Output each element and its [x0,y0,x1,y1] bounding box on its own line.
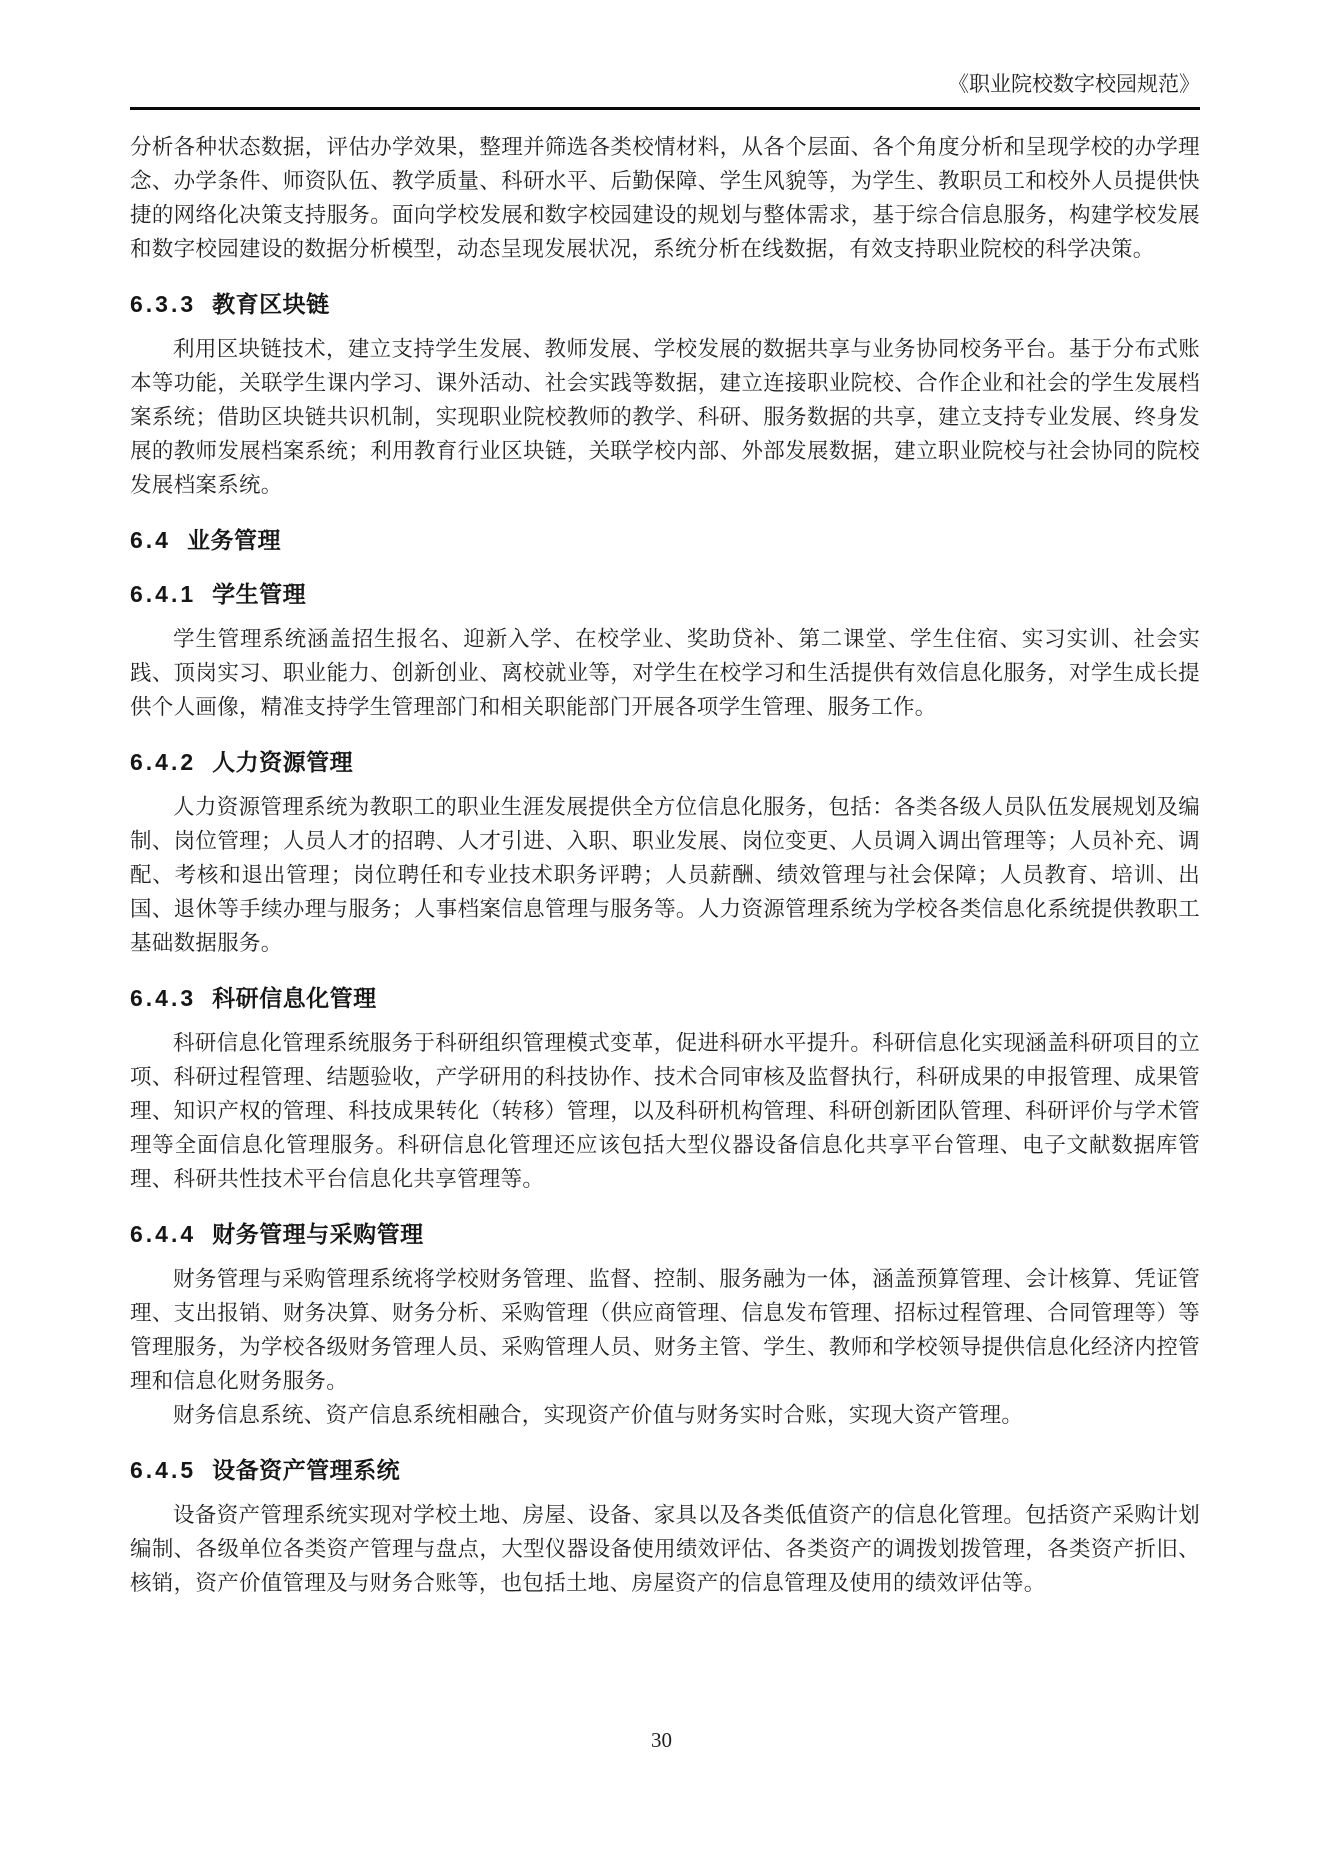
header-title: 《职业院校数字校园规范》 [948,72,1200,96]
paragraph: 人力资源管理系统为教职工的职业生涯发展提供全方位信息化服务，包括：各类各级人员队伍发展规划及编制、岗位管理；人员人才的招聘、人才引进、入职、职业发展、岗位变更、人员调入调出管理等；人员补充、调配、考核和退出管理；岗位聘任和专业技术职务评聘；人员薪酬、绩效管理与社会保障；人员教育、培训、出国、退休等手续办理与服务；人事档案信息管理与服务等。人力资源管理系统为学校各类信息化系统提供教职工基础数据服务。 [130,795,1200,955]
section-heading-6-4 [130,524,1200,556]
section-number: 6.4.1 [130,581,197,607]
section-title: 学生管理 [212,581,307,607]
paragraph: 学生管理系统涵盖招生报名、迎新入学、在校学业、奖助贷补、第二课堂、学生住宿、实习实训、社会实践、顶岗实习、职业能力、创新创业、离校就业等，对学生在校学习和生活提供有效信息化服务，对学生成长提供个人画像，精准支持学生管理部门和相关职能部门开展各项学生管理、服务工作。 [130,627,1200,719]
section-title: 设备资产管理系统 [212,1457,401,1483]
section-title: 科研信息化管理 [212,985,377,1011]
section-title: 财务管理与采购管理 [212,1221,424,1247]
paragraph: 财务管理与采购管理系统将学校财务管理、监督、控制、服务融为一体，涵盖预算管理、会计核算、凭证管理、支出报销、财务决算、财务分析、采购管理（供应商管理、信息发布管理、招标过程管理、合同管理等）等管理服务，为学校各级财务管理人员、采购管理人员、财务主管、学生、教师和学校领导提供信息化经济内控管理和信息化财务服务。 [130,1267,1200,1393]
page-footer [0,1728,1323,1753]
section-number: 6.4.5 [130,1457,197,1483]
section-heading-6-4-3 [130,982,1200,1014]
section-heading-6-3-3 [130,288,1200,320]
section-heading-6-4-4 [130,1218,1200,1250]
section-number: 6.4.2 [130,749,197,775]
paragraph-continuation: 分析各种状态数据，评估办学效果，整理并筛选各类校情材料，从各个层面、各个角度分析和呈现学校的办学理念、办学条件、师资队伍、教学质量、科研水平、后勤保障、学生风貌等，为学生、教职员工和校外人员提供快捷的网络化决策支持服务。面向学校发展和数字校园建设的规划与整体需求，基于综合信息服务，构建学校发展和数字校园建设的数据分析模型，动态呈现发展状况，系统分析在线数据，有效支持职业院校的科学决策。 [130,135,1200,261]
paragraph: 利用区块链技术，建立支持学生发展、教师发展、学校发展的数据共享与业务协同校务平台。基于分布式账本等功能，关联学生课内学习、课外活动、社会实践等数据，建立连接职业院校、合作企业和社会的学生发展档案系统；借助区块链共识机制，实现职业院校教师的教学、科研、服务数据的共享，建立支持专业发展、终身发展的教师发展档案系统；利用教育行业区块链，关联学校内部、外部发展数据，建立职业院校与社会协同的院校发展档案系统。 [130,337,1200,497]
section-number: 6.4.4 [130,1221,197,1247]
paragraph: 科研信息化管理系统服务于科研组织管理模式变革，促进科研水平提升。科研信息化实现涵盖科研项目的立项、科研过程管理、结题验收，产学研用的科技协作、技术合同审核及监督执行，科研成果的申报管理、成果管理、知识产权的管理、科技成果转化（转移）管理，以及科研机构管理、科研创新团队管理、科研评价与学术管理等全面信息化管理服务。科研信息化管理还应该包括大型仪器设备信息化共享平台管理、电子文献数据库管理、科研共性技术平台信息化共享管理等。 [130,1031,1200,1191]
section-number: 6.4.3 [130,985,197,1011]
section-heading-6-4-5 [130,1454,1200,1486]
running-header [130,70,1200,110]
document-body [130,130,1200,1600]
section-number: 6.4 [130,527,171,553]
section-title: 人力资源管理 [212,749,354,775]
section-title: 业务管理 [186,527,281,553]
section-number: 6.3.3 [130,291,197,317]
paragraph: 设备资产管理系统实现对学校土地、房屋、设备、家具以及各类低值资产的信息化管理。包括资产采购计划编制、各级单位各类资产管理与盘点，大型仪器设备使用绩效评估、各类资产的调拨划拨管理，各类资产折旧、核销，资产价值管理及与财务合账等，也包括土地、房屋资产的信息管理及使用的绩效评估等。 [130,1503,1200,1595]
page-number: 30 [651,1728,672,1752]
paragraph: 财务信息系统、资产信息系统相融合，实现资产价值与财务实时合账，实现大资产管理。 [173,1403,1024,1427]
section-heading-6-4-1 [130,578,1200,610]
section-title: 教育区块链 [212,291,330,317]
section-heading-6-4-2 [130,746,1200,778]
